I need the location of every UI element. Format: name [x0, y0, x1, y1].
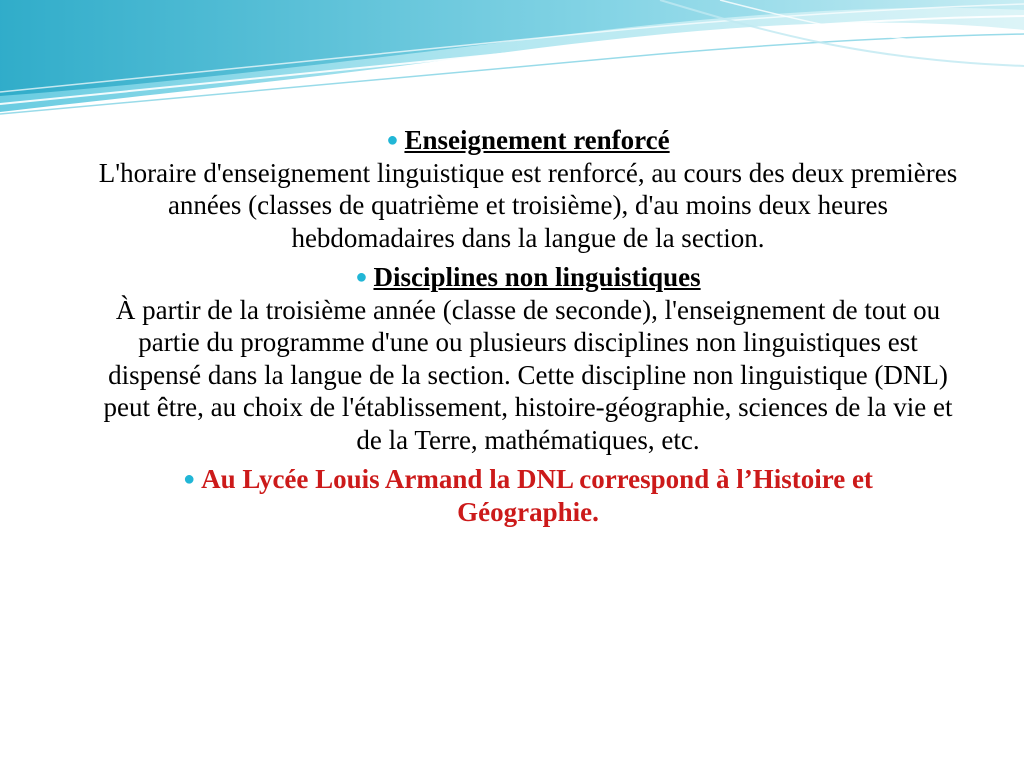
bullet-dot-icon: ● [355, 266, 368, 288]
bullet-item-disciplines [90, 261, 966, 456]
bullet-item-lycee [90, 463, 966, 528]
item-heading-line [90, 124, 966, 157]
header-wave-decoration [0, 0, 1024, 130]
item-highlight-text: Au Lycée Louis Armand la DNL correspond à l’Histoire et Géographie. [201, 464, 873, 527]
bullet-dot-icon: ● [386, 129, 399, 151]
bullet-dot-icon: ● [183, 468, 196, 490]
item-body: L'horaire d'enseignement linguistique est renforcé, au cours des deux premières années (classes de quatrième et troisième), d'au moins deux heures hebdomadaires dans la langue de la section. [98, 157, 958, 253]
slide-content [90, 124, 966, 535]
item-heading-line [90, 261, 966, 294]
item-heading: Disciplines non linguistiques [373, 262, 701, 292]
item-body: À partir de la troisième année (classe de seconde), l'enseignement de tout ou partie du programme d'une ou plusieurs disciplines non linguistiques est dispensé dans la langue de la section. Cette discipline non linguistique (DNL) peut être, au choix de l'établissement, histoire-géographie, sciences de la vie et de la Terre, mathématiques, etc. [103, 294, 953, 455]
item-heading: Enseignement renforcé [404, 125, 670, 155]
bullet-item-enseignement [90, 124, 966, 254]
